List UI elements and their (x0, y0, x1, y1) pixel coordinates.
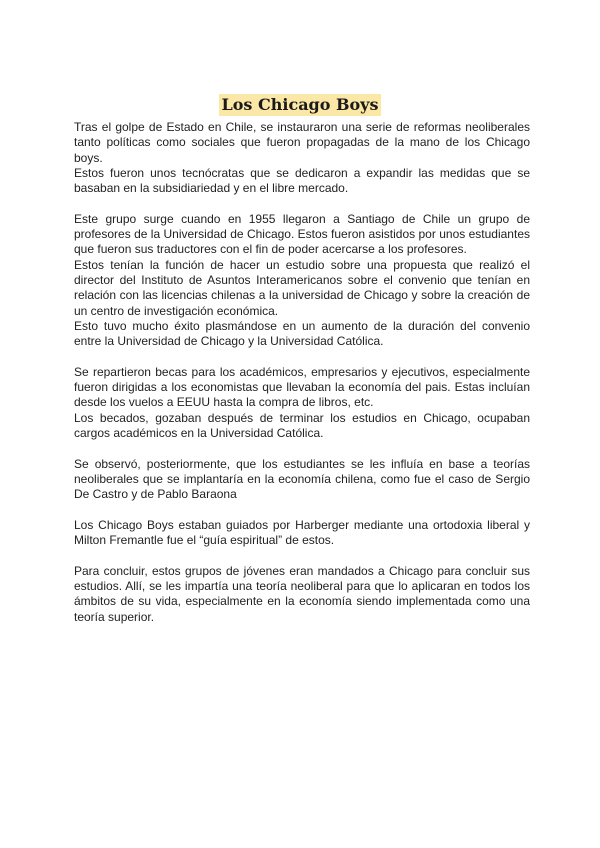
document-body (74, 120, 530, 640)
paragraph-text: Este grupo surge cuando en 1955 llegaron a Santiago de Chile un grupo de profesores de la Universidad de Chicago. Estos fueron asistidos por unos estudiantes que fueron sus traductores con el fin de poder acercarse a los profesores. (74, 211, 530, 257)
document-title: Los Chicago Boys (219, 94, 382, 116)
paragraph-6 (74, 564, 530, 625)
paragraph-2 (74, 212, 530, 350)
paragraph-3 (74, 365, 530, 441)
paragraph-text: Esto tuvo mucho éxito plasmándose en un aumento de la duración del convenio entre la Universidad de Chicago y la Universidad Católica. (74, 318, 530, 349)
paragraph-text: Estos tenían la función de hacer un estudio sobre una propuesta que realizó el director del Instituto de Asuntos Interamericanos sobre el convenio que tenían en relación con las licencias chilenas a la universidad de Chicago y sobre la creación de un centro de investigación económica. (74, 257, 530, 318)
title-wrap (0, 94, 600, 116)
paragraph-5 (74, 518, 530, 549)
paragraph-text: Se observó, posteriormente, que los estudiantes se les influía en base a teorías neoliberales que se implantaría en la economía chilena, como fue el caso de Sergio De Castro y de Pablo Baraona (74, 456, 530, 502)
paragraph-text: Se repartieron becas para los académicos, empresarios y ejecutivos, especialmente fueron dirigidas a los economistas que llevaban la economía del pais. Estas incluían desde los vuelos a EEUU hasta la compra de libros, etc. (74, 364, 530, 410)
paragraph-text: Para concluir, estos grupos de jóvenes eran mandados a Chicago para concluir sus estudios. Allí, se les impartía una teoría neoliberal para que lo aplicaran en todos los ámbitos de su vida, especialmente en la economía siendo implementada como una teoría superior. (74, 563, 530, 624)
paragraph-text: Los Chicago Boys estaban guiados por Harberger mediante una ortodoxia liberal y Milton Fremantle fue el “guía espiritual” de estos. (74, 517, 530, 548)
paragraph-1 (74, 120, 530, 196)
paragraph-4 (74, 457, 530, 503)
paragraph-text: Estos fueron unos tecnócratas que se dedicaron a expandir las medidas que se basaban en la subsidiariedad y en el libre mercado. (74, 165, 530, 196)
paragraph-text: Los becados, gozaban después de terminar los estudios en Chicago, ocupaban cargos académicos en la Universidad Católica. (74, 410, 530, 440)
paragraph-text: Tras el golpe de Estado en Chile, se instauraron una serie de reformas neoliberales tanto políticas como sociales que fueron propagadas de la mano de los Chicago boys. (74, 120, 530, 165)
